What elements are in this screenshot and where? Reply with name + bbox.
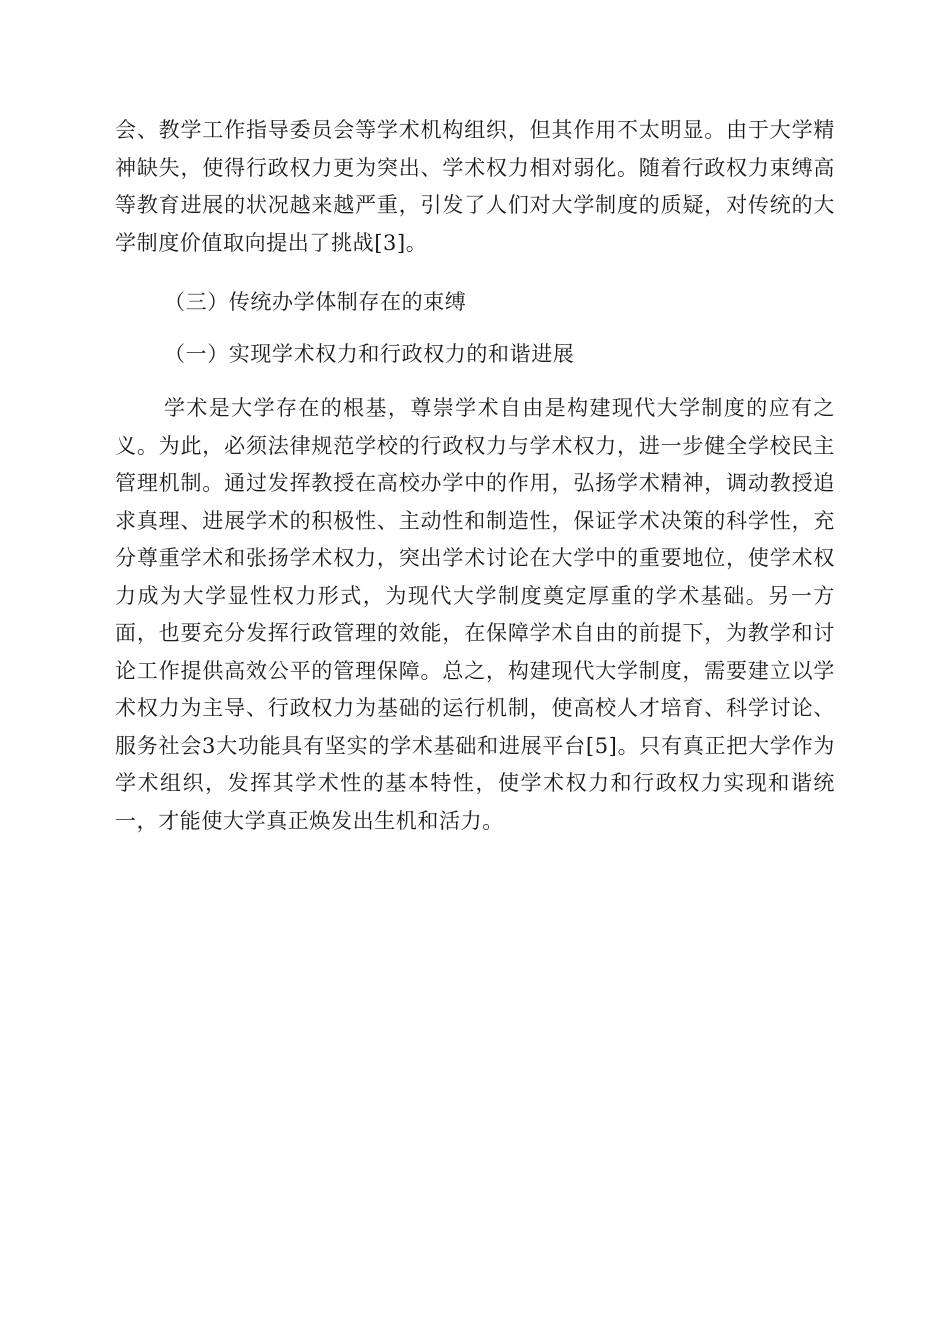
subsection-heading: （一）实现学术权力和行政权力的和谐进展 [164, 342, 575, 366]
paragraph-main: 学术是大学存在的根基，尊崇学术自由是构建现代大学制度的应有之义。为此，必须法律规范学校的行政权力与学术权力，进一步健全学校民主管理机制。通过发挥教授在高校办学中的作用，弘扬学术精神，调动教授追求真理、进展学术的积极性、主动性和制造性，保证学术决策的科学性，充分尊重学术和张扬学术权力，突出学术讨论在大学中的重要地位，使学术权力成为大学显性权力形式，为现代大学制度奠定厚重的学术基础。另一方面，也要充分发挥行政管理的效能，在保障学术自由的前提下，为教学和讨论工作提供高效公平的管理保障。总之，构建现代大学制度，需要建立以学术权力为主导、行政权力为基础的运行机制，使高校人才培育、科学讨论、服务社会3大功能具有坚实的学术基础和进展平台[5]。只有真正把大学作为学术组织，发挥其学术性的基本特性，使学术权力和行政权力实现和谐统一，才能使大学真正焕发出生机和活力。 [115, 396, 835, 833]
paragraph-continuation: 会、教学工作指导委员会等学术机构组织，但其作用不太明显。由于大学精神缺失，使得行政权力更为突出、学术权力相对弱化。随着行政权力束缚高等教育进展的状况越来越严重，引发了人们对大学制度的质疑，对传统的大学制度价值取向提出了挑战[3]。 [115, 118, 835, 255]
section-heading: （三）传统办学体制存在的束缚 [164, 290, 467, 314]
